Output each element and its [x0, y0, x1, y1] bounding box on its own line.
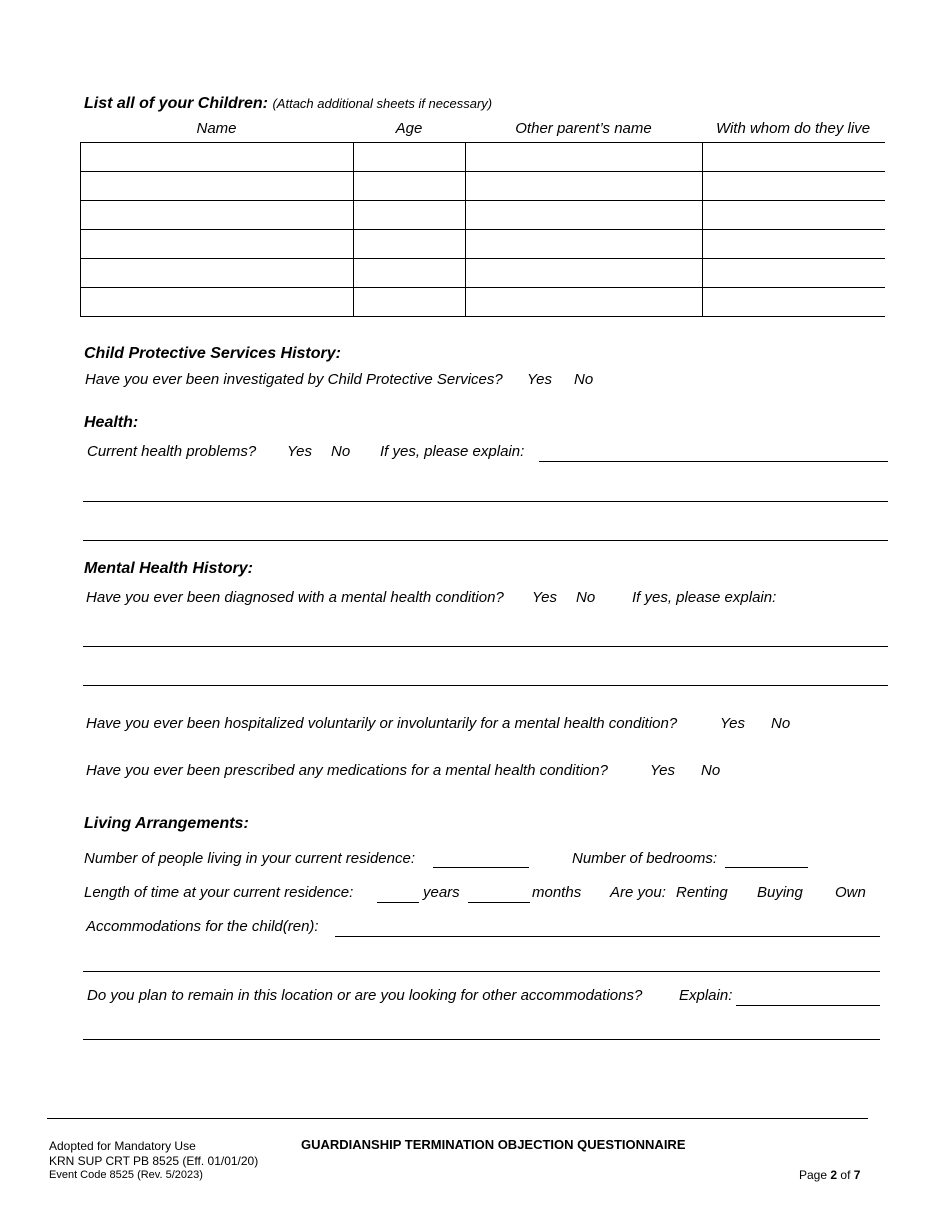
- child-lives-with-cell[interactable]: [703, 201, 885, 230]
- buying-option[interactable]: Buying: [757, 884, 803, 901]
- length-label: Length of time at your current residence:: [84, 884, 354, 901]
- page-total: 7: [853, 1168, 861, 1182]
- mental-q2-no-option[interactable]: No: [771, 715, 791, 732]
- health-explain-line-1[interactable]: [539, 461, 888, 462]
- child-other-parent-cell[interactable]: [466, 259, 703, 288]
- own-option[interactable]: Own: [835, 884, 866, 901]
- child-age-cell[interactable]: [354, 288, 466, 317]
- children-section-heading: [84, 95, 492, 113]
- children-table-row: [81, 172, 885, 201]
- child-other-parent-cell[interactable]: [466, 172, 703, 201]
- page-label: Page: [799, 1168, 828, 1182]
- child-other-parent-cell[interactable]: [466, 201, 703, 230]
- child-lives-with-cell[interactable]: [703, 230, 885, 259]
- children-table-row: [81, 230, 885, 259]
- health-no-option[interactable]: No: [331, 443, 351, 460]
- bedrooms-field[interactable]: [725, 867, 808, 868]
- children-table-row: [81, 259, 885, 288]
- cps-no-option[interactable]: No: [574, 371, 594, 388]
- child-lives-with-cell[interactable]: [703, 143, 885, 172]
- children-table-row: [81, 201, 885, 230]
- child-other-parent-cell[interactable]: [466, 288, 703, 317]
- child-lives-with-cell[interactable]: [703, 288, 885, 317]
- mental-q3: Have you ever been prescribed any medications for a mental health condition?: [86, 762, 608, 779]
- mental-q2: Have you ever been hospitalized voluntarily or involuntarily for a mental health condition?: [86, 715, 678, 732]
- page-of: of: [840, 1168, 851, 1182]
- child-age-cell[interactable]: [354, 201, 466, 230]
- months-field[interactable]: [468, 902, 530, 903]
- footer-adopted: Adopted for Mandatory Use: [49, 1139, 196, 1153]
- plan-explain-line-2[interactable]: [83, 1039, 880, 1040]
- children-title: List all of your Children:: [84, 95, 269, 112]
- cps-question: Have you ever been investigated by Child Protective Services?: [85, 371, 503, 388]
- cps-yes-option[interactable]: Yes: [527, 371, 553, 388]
- mental-explain-line-2[interactable]: [83, 685, 888, 686]
- people-label: Number of people living in your current residence:: [84, 850, 416, 867]
- footer-event-code: Event Code 8525 (Rev. 5/2023): [49, 1169, 203, 1181]
- column-header-age: Age: [395, 120, 423, 137]
- mental-q1-explain-label: If yes, please explain:: [632, 589, 777, 606]
- health-question: Current health problems?: [87, 443, 257, 460]
- bedrooms-label: Number of bedrooms:: [572, 850, 718, 867]
- health-explain-line-2[interactable]: [83, 501, 888, 502]
- child-name-cell[interactable]: [81, 143, 354, 172]
- page-current: 2: [830, 1168, 838, 1182]
- plan-explain-label: Explain:: [679, 987, 733, 1004]
- footer-form-title: GUARDIANSHIP TERMINATION OBJECTION QUESTIONNAIRE: [301, 1137, 686, 1152]
- renting-option[interactable]: Renting: [676, 884, 728, 901]
- footer-divider: [47, 1118, 868, 1119]
- cps-title: Child Protective Services History:: [84, 345, 341, 362]
- child-name-cell[interactable]: [81, 230, 354, 259]
- mental-q1-yes-option[interactable]: Yes: [532, 589, 558, 606]
- column-header-lives-with: With whom do they live: [715, 120, 871, 137]
- health-explain-line-3[interactable]: [83, 540, 888, 541]
- child-name-cell[interactable]: [81, 259, 354, 288]
- mental-q3-no-option[interactable]: No: [701, 762, 721, 779]
- children-table: [80, 142, 885, 317]
- child-name-cell[interactable]: [81, 201, 354, 230]
- child-age-cell[interactable]: [354, 143, 466, 172]
- accommodations-line-2[interactable]: [83, 971, 880, 972]
- months-label: months: [532, 884, 582, 901]
- children-note: (Attach additional sheets if necessary): [272, 96, 493, 111]
- mental-title: Mental Health History:: [84, 560, 253, 577]
- child-age-cell[interactable]: [354, 230, 466, 259]
- accommodations-line-1[interactable]: [335, 936, 880, 937]
- column-header-other-parent: Other parent’s name: [515, 120, 652, 137]
- health-title: Health:: [84, 414, 139, 431]
- years-field[interactable]: [377, 902, 419, 903]
- column-header-name: Name: [196, 120, 237, 137]
- child-lives-with-cell[interactable]: [703, 259, 885, 288]
- living-title: Living Arrangements:: [84, 815, 249, 832]
- mental-q2-yes-option[interactable]: Yes: [720, 715, 746, 732]
- child-other-parent-cell[interactable]: [466, 230, 703, 259]
- mental-q1-no-option[interactable]: No: [576, 589, 596, 606]
- plan-question: Do you plan to remain in this location or are you looking for other accommodations?: [87, 987, 643, 1004]
- mental-q3-yes-option[interactable]: Yes: [650, 762, 676, 779]
- child-lives-with-cell[interactable]: [703, 172, 885, 201]
- health-explain-label: If yes, please explain:: [380, 443, 525, 460]
- mental-explain-line-1[interactable]: [83, 646, 888, 647]
- years-label: years: [423, 884, 460, 901]
- child-age-cell[interactable]: [354, 172, 466, 201]
- child-name-cell[interactable]: [81, 172, 354, 201]
- children-table-row: [81, 288, 885, 317]
- plan-explain-line-1[interactable]: [736, 1005, 880, 1006]
- health-yes-option[interactable]: Yes: [287, 443, 313, 460]
- footer-page-number: [799, 1168, 860, 1182]
- are-you-label: Are you:: [610, 884, 666, 901]
- people-count-field[interactable]: [433, 867, 529, 868]
- child-name-cell[interactable]: [81, 288, 354, 317]
- child-other-parent-cell[interactable]: [466, 143, 703, 172]
- accommodations-label: Accommodations for the child(ren):: [86, 918, 319, 935]
- children-table-row: [81, 143, 885, 172]
- mental-q1: Have you ever been diagnosed with a mental health condition?: [86, 589, 504, 606]
- child-age-cell[interactable]: [354, 259, 466, 288]
- footer-form-id: KRN SUP CRT PB 8525 (Eff. 01/01/20): [49, 1154, 259, 1168]
